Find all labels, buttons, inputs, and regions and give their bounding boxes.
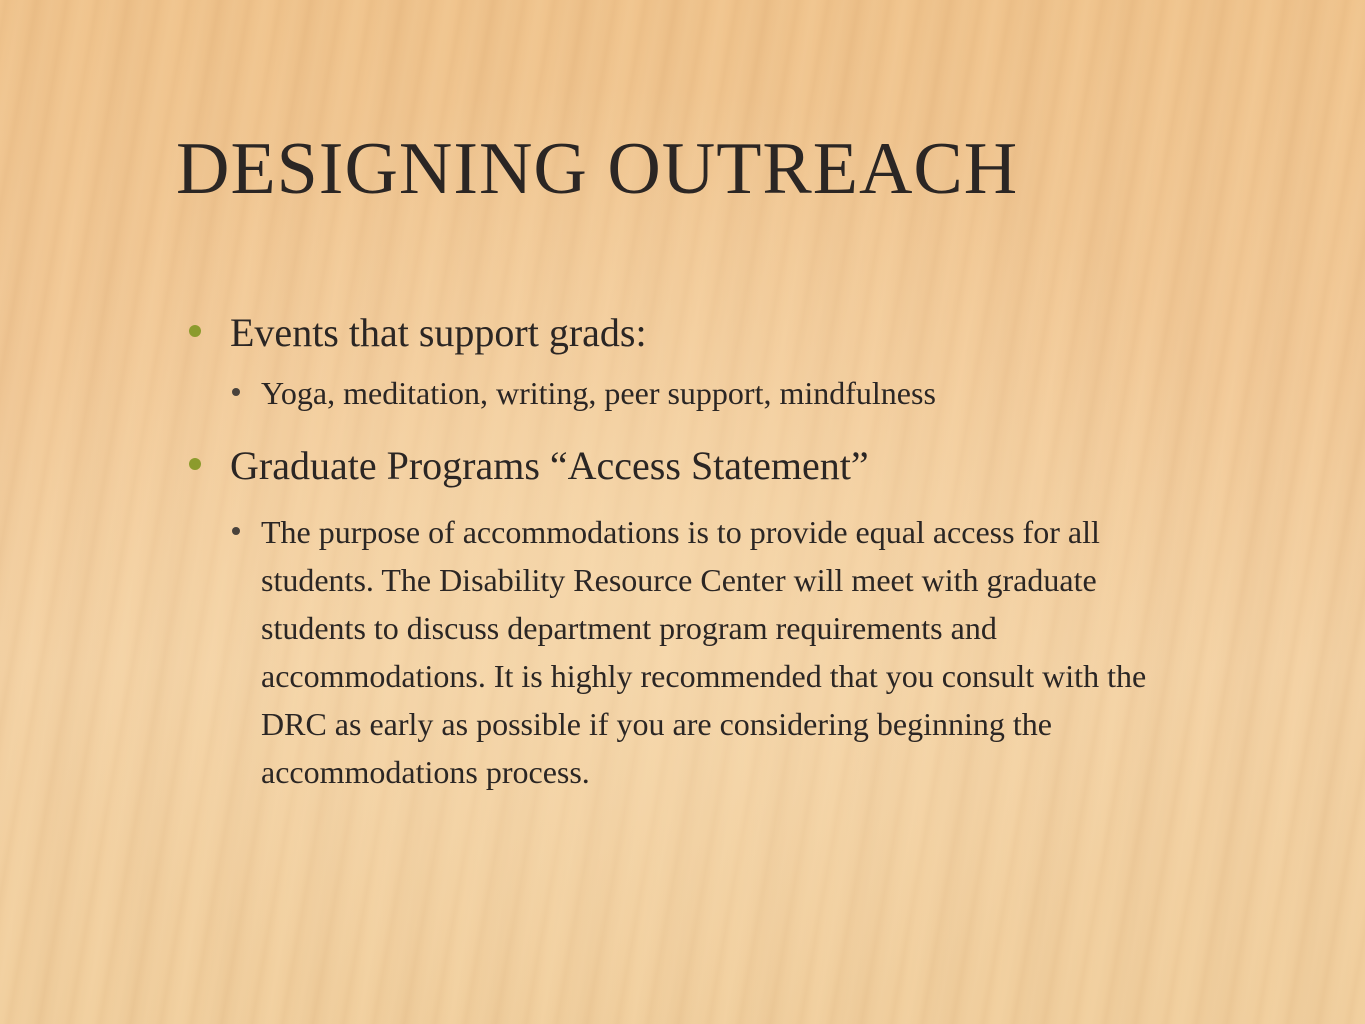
sub-bullet-access-statement-body-text: The purpose of accommodations is to provide equal access for all students. The Disability Resource Center will meet with graduate students to discuss department program requirements and accommodations. It is highly recommended that you consult with the DRC as early as possible if you are considering beginning the accommodations process. — [261, 514, 1147, 790]
sub-bullet-access-statement-body — [230, 508, 1171, 796]
bullet-events-text: Events that support grads: — [230, 310, 647, 355]
slide-content — [188, 308, 1178, 796]
bullet-dot-icon — [232, 527, 240, 535]
slide-title: DESIGNING OUTREACH — [176, 128, 1019, 210]
bullet-events — [188, 308, 1178, 358]
bullet-access-statement-text: Graduate Programs “Access Statement” — [230, 443, 869, 488]
sub-bullet-activities-text: Yoga, meditation, writing, peer support, mindfulness — [261, 375, 936, 411]
bullet-dot-icon — [189, 325, 201, 337]
bullet-dot-icon — [232, 388, 240, 396]
sub-bullet-activities — [230, 369, 1178, 417]
bullet-access-statement — [188, 441, 1178, 491]
bullet-dot-icon — [189, 458, 201, 470]
